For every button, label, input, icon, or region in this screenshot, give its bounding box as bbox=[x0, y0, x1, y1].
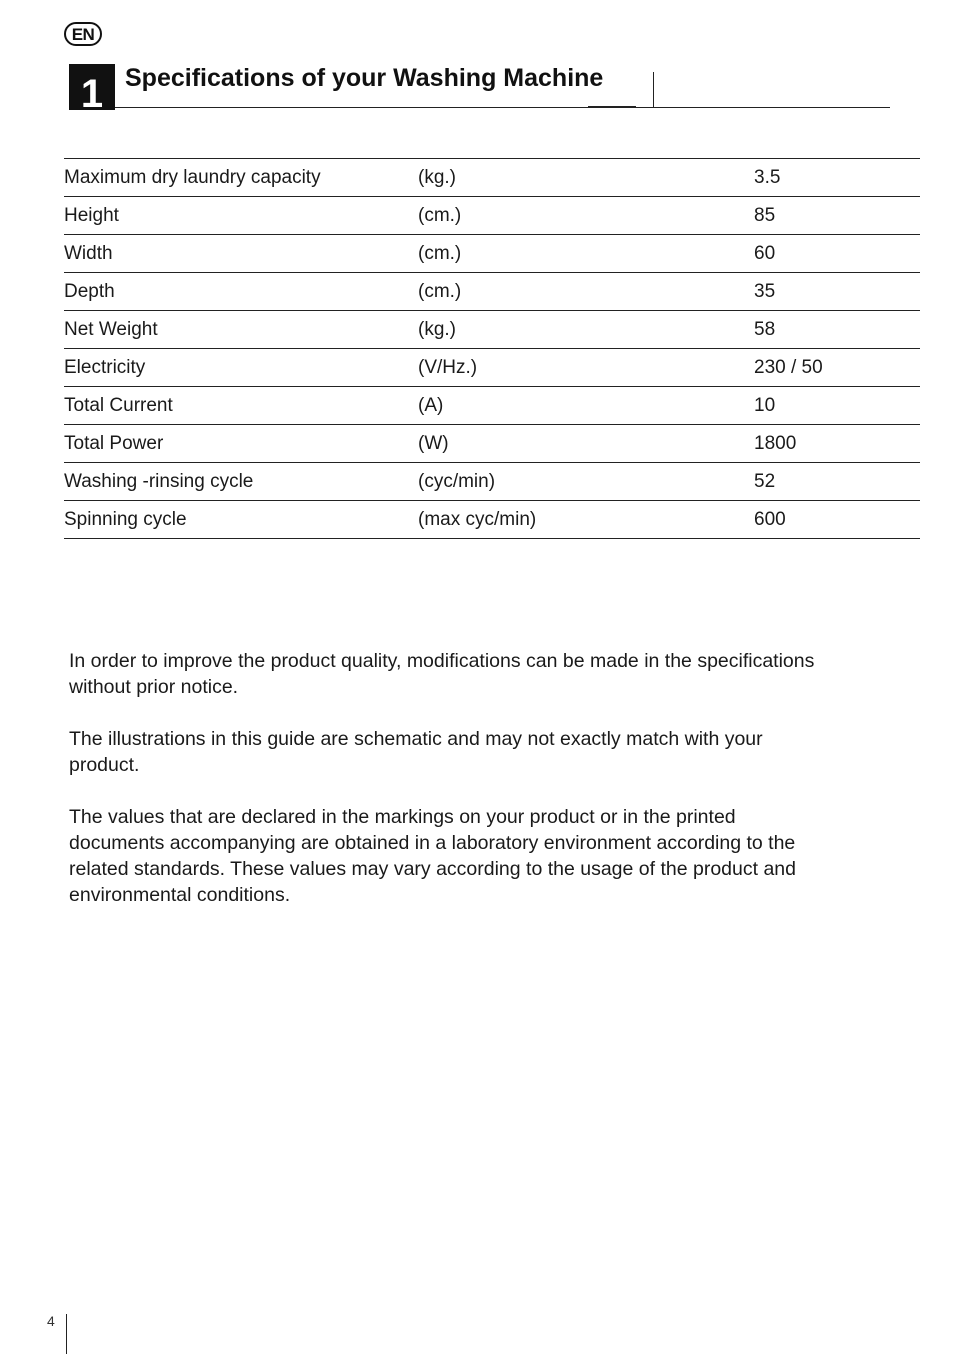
note-paragraph-declared-values: The values that are declared in the markings on your product or in the printed documents accompanying are obtained in a laboratory environment according to the related standards. These values may vary according to the usage of the product and environmental conditions. bbox=[69, 806, 796, 906]
page-number-divider bbox=[66, 1314, 67, 1354]
table-row bbox=[64, 311, 920, 349]
spec-unit: (W) bbox=[418, 425, 754, 463]
spec-unit: (cm.) bbox=[418, 273, 754, 311]
spec-label: Depth bbox=[64, 273, 418, 311]
spec-unit: (cm.) bbox=[418, 235, 754, 273]
table-row bbox=[64, 387, 920, 425]
spec-value: 10 bbox=[754, 387, 920, 425]
table-row bbox=[64, 349, 920, 387]
spec-label: Total Power bbox=[64, 425, 418, 463]
specifications-table bbox=[64, 158, 920, 539]
table-row bbox=[64, 463, 920, 501]
spec-label: Width bbox=[64, 235, 418, 273]
spec-value: 85 bbox=[754, 197, 920, 235]
title-underline-accent bbox=[588, 106, 636, 108]
spec-label: Electricity bbox=[64, 349, 418, 387]
spec-label: Spinning cycle bbox=[64, 501, 418, 539]
spec-value: 600 bbox=[754, 501, 920, 539]
spec-value: 35 bbox=[754, 273, 920, 311]
table-row bbox=[64, 425, 920, 463]
spec-value: 3.5 bbox=[754, 159, 920, 197]
table-row bbox=[64, 159, 920, 197]
table-row bbox=[64, 235, 920, 273]
page-number: 4 bbox=[47, 1313, 55, 1329]
spec-unit: (cm.) bbox=[418, 197, 754, 235]
table-row bbox=[64, 273, 920, 311]
title-divider-tick bbox=[653, 72, 654, 108]
section-title: Specifications of your Washing Machine bbox=[125, 64, 604, 92]
spec-label: Washing -rinsing cycle bbox=[64, 463, 418, 501]
spec-label: Total Current bbox=[64, 387, 418, 425]
spec-unit: (cyc/min) bbox=[418, 463, 754, 501]
spec-unit: (max cyc/min) bbox=[418, 501, 754, 539]
spec-label: Net Weight bbox=[64, 311, 418, 349]
spec-value: 230 / 50 bbox=[754, 349, 920, 387]
spec-label: Maximum dry laundry capacity bbox=[64, 159, 418, 197]
spec-unit: (A) bbox=[418, 387, 754, 425]
note-paragraph-modifications: In order to improve the product quality, modifications can be made in the specifications without prior notice. bbox=[69, 650, 815, 698]
spec-unit: (kg.) bbox=[418, 159, 754, 197]
specifications-table-body bbox=[64, 159, 920, 539]
section-number-box bbox=[69, 64, 115, 116]
spec-label: Height bbox=[64, 197, 418, 235]
title-underline bbox=[115, 107, 890, 108]
spec-value: 52 bbox=[754, 463, 920, 501]
spec-value: 1800 bbox=[754, 425, 920, 463]
table-row bbox=[64, 501, 920, 539]
section-number: 1 bbox=[80, 72, 104, 116]
spec-unit: (V/Hz.) bbox=[418, 349, 754, 387]
table-row bbox=[64, 197, 920, 235]
notes-section bbox=[69, 648, 899, 934]
spec-value: 58 bbox=[754, 311, 920, 349]
language-badge: EN bbox=[64, 22, 102, 46]
spec-unit: (kg.) bbox=[418, 311, 754, 349]
spec-value: 60 bbox=[754, 235, 920, 273]
note-paragraph-illustrations: The illustrations in this guide are schematic and may not exactly match with your product. bbox=[69, 728, 763, 776]
